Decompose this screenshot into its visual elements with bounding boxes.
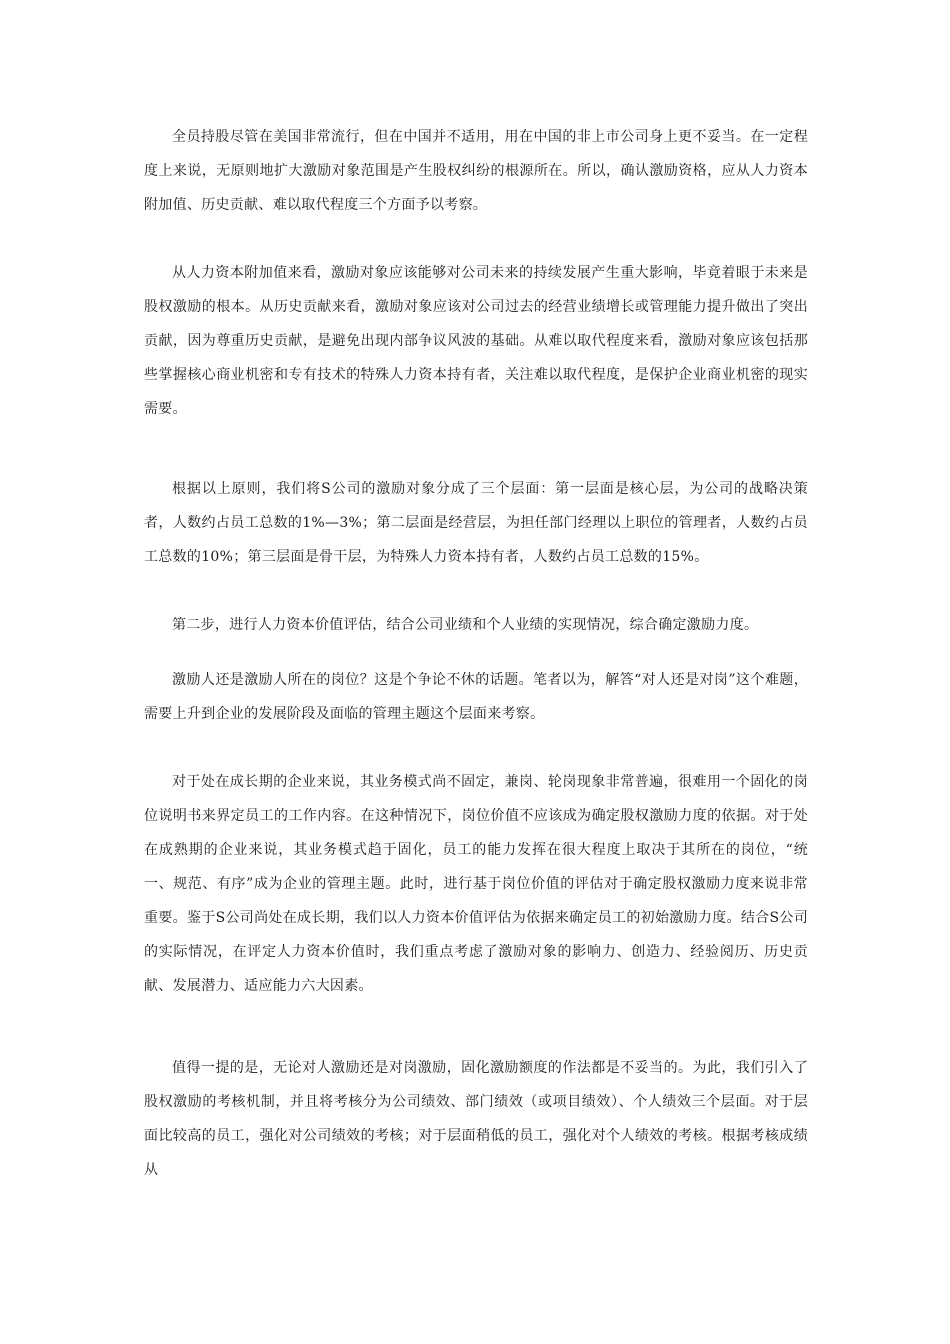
paragraph-5: 激励人还是激励人所在的岗位？这是个争论不休的话题。笔者以为，解答“对人还是对岗”这个难题，需要上升到企业的发展阶段及面临的管理主题这个层面来考察。 [144, 672, 808, 722]
paragraph-1: 全员持股尽管在美国非常流行，但在中国并不适用，用在中国的非上市公司身上更不妥当。在一定程度上来说，无原则地扩大激励对象范围是产生股权纠纷的根源所在。所以，确认激励资格，应从人力资本附加值、历史贡献、难以取代程度三个方面予以考察。 [144, 129, 808, 213]
paragraph-4: 第二步，进行人力资本价值评估，结合公司业绩和个人业绩的实现情况，综合确定激励力度。 [172, 617, 759, 633]
paragraph-7: 值得一提的是，无论对人激励还是对岗激励，固化激励额度的作法都是不妥当的。为此，我们引入了股权激励的考核机制，并且将考核分为公司绩效、部门绩效（或项目绩效）、个人绩效三个层面。对于层面比较高的员工，强化对公司绩效的考核；对于层面稍低的员工，强化对个人绩效的考核。根据考核成绩从 [144, 1060, 808, 1178]
paragraph-6: 对于处在成长期的企业来说，其业务模式尚不固定，兼岗、轮岗现象非常普遍，很难用一个固化的岗位说明书来界定员工的工作内容。在这种情况下，岗位价值不应该成为确定股权激励力度的依据。对于处在成熟期的企业来说，其业务模式趋于固化，员工的能力发挥在很大程度上取决于其所在的岗位，“统一、规范、有序”成为企业的管理主题。此时，进行基于岗位价值的评估对于确定股权激励力度来说非常重要。鉴于S公司尚处在成长期，我们以人力资本价值评估为依据来确定员工的初始激励力度。结合S公司的实际情况，在评定人力资本价值时，我们重点考虑了激励对象的影响力、创造力、经验阅历、历史贡献、发展潜力、适应能力六大因素。 [144, 774, 808, 994]
paragraph-2: 从人力资本附加值来看，激励对象应该能够对公司未来的持续发展产生重大影响，毕竟着眼于未来是股权激励的根本。从历史贡献来看，激励对象应该对公司过去的经营业绩增长或管理能力提升做出了突出贡献，因为尊重历史贡献，是避免出现内部争议风波的基础。从难以取代程度来看，激励对象应该包括那些掌握核心商业机密和专有技术的特殊人力资本持有者，关注难以取代程度，是保护企业商业机密的现实需要。 [144, 265, 808, 417]
paragraph-3: 根据以上原则，我们将S公司的激励对象分成了三个层面：第一层面是核心层，为公司的战略决策者，人数约占员工总数的1%—3%；第二层面是经营层，为担任部门经理以上职位的管理者，人数约占员工总数的10%；第三层面是骨干层，为特殊人力资本持有者，人数约占员工总数的15%。 [144, 481, 808, 565]
